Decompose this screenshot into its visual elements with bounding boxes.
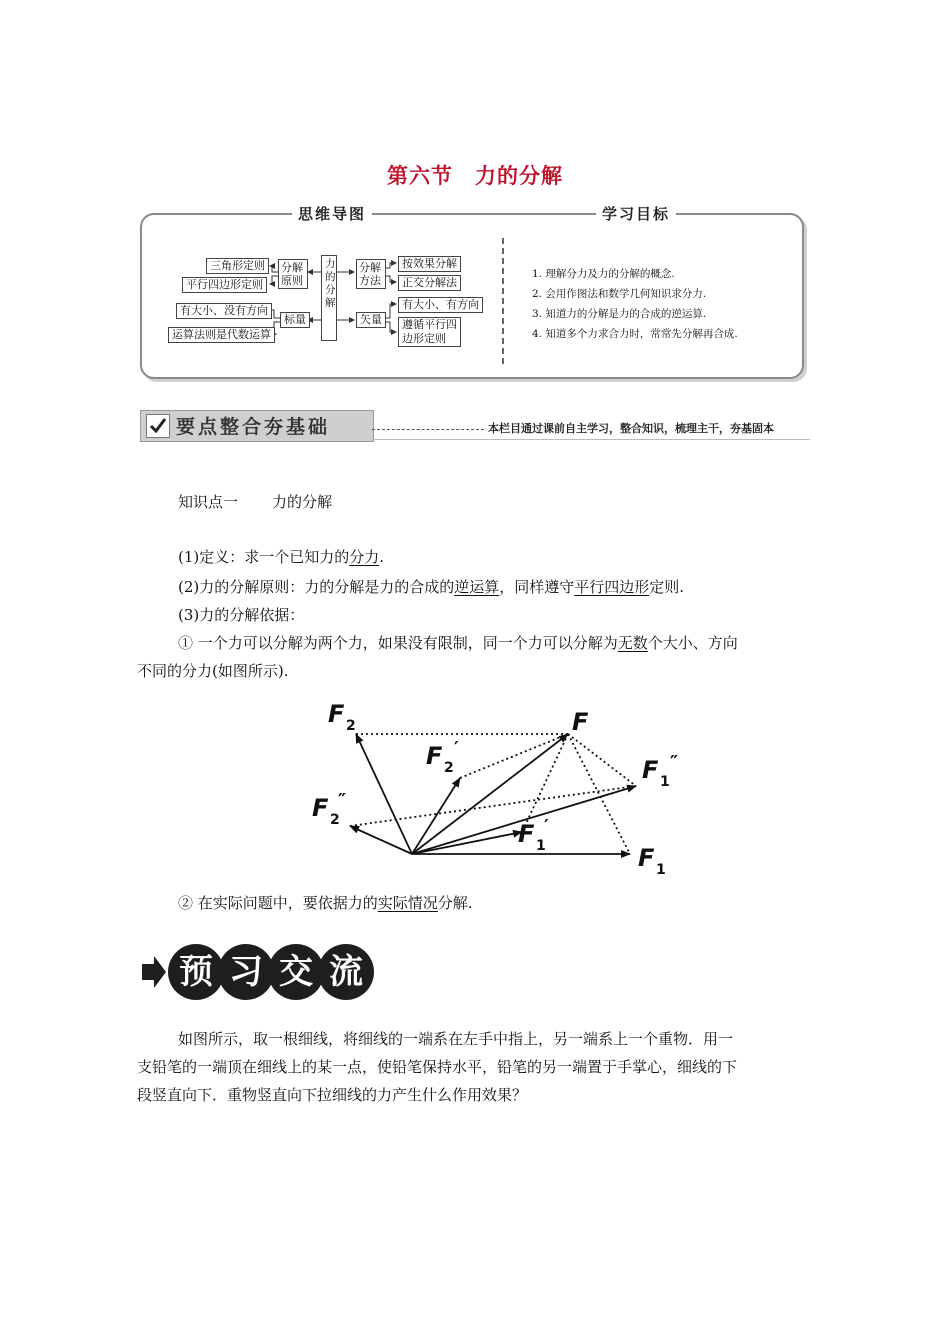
section-number: 第六节 — [387, 163, 453, 188]
blank-answer: 平行四边形 — [574, 578, 650, 596]
parallelogram-rule-node: 平行四边形定则 — [182, 277, 267, 293]
question-line-1: 如图所示，取一根细线，将细线的一端系在左手中指上，另一端系上一个重物．用一 — [178, 1030, 734, 1048]
center-node: 力的分解 — [321, 255, 337, 341]
f2-double-prime-vector — [350, 826, 412, 854]
goal-item: 2. 会用作图法和数学几何知识求分力. — [532, 288, 707, 300]
label-f1pp: F — [642, 756, 659, 784]
f1-prime-vector — [412, 832, 522, 854]
by-effect-node: 按效果分解 — [398, 256, 461, 272]
heading-char: 习 — [218, 944, 274, 1000]
label-f2-sub: 2 — [346, 718, 356, 734]
banner-title: 要点整合夯基础 — [176, 416, 331, 438]
label-f1p-sub: 1 — [536, 838, 546, 854]
f2-prime-vector — [412, 778, 460, 854]
double-prime-mark: ″ — [670, 752, 679, 773]
section-name: 力的分解 — [475, 163, 563, 188]
goal-item: 3. 知道力的分解是力的合成的逆运算. — [532, 308, 707, 320]
label-f2pp-sub: 2 — [330, 812, 340, 828]
vector-node: 矢量 — [356, 312, 386, 328]
mindmap-connectors — [0, 0, 950, 400]
scalar-node: 标量 — [280, 312, 310, 328]
banner-dashed-line — [372, 429, 484, 430]
basis-item-2: ② 在实际问题中，要依据力的实际情况分解. — [178, 894, 473, 912]
goal-item: 1. 理解分力及力的分解的概念. — [532, 268, 675, 280]
blank-answer: 分力 — [349, 548, 380, 566]
question-line-3: 段竖直向下．重物竖直向下拉细线的力产生什么作用效果？ — [137, 1086, 528, 1104]
heading-char: 交 — [268, 944, 324, 1000]
vector-property-node: 有大小、有方向 — [398, 297, 483, 313]
label-f1pp-sub: 1 — [660, 774, 670, 790]
blank-answer: 无数 — [617, 634, 648, 652]
basis-item-1: ① 一个力可以分解为两个力，如果没有限制，同一个力可以分解为无数个大小、方向 — [178, 634, 738, 652]
label-f1p: F — [518, 820, 535, 848]
heading-char: 预 — [168, 944, 224, 1000]
label-f1: F — [638, 844, 655, 872]
arrow-right-icon — [140, 944, 168, 1000]
label-f2: F — [328, 700, 345, 728]
banner-underline — [372, 439, 810, 440]
f2-vector — [356, 734, 412, 854]
label-f2p: F — [426, 742, 443, 770]
prime-mark: ′ — [454, 738, 459, 759]
kp-name: 力的分解 — [272, 493, 333, 511]
label-f2p-sub: 2 — [444, 760, 454, 776]
goal-item: 4. 知道多个力求合力时，常常先分解再合成. — [532, 328, 738, 340]
vector-rule-node — [398, 317, 461, 347]
label-f: F — [572, 708, 589, 736]
dotted-parallelogram-lines — [350, 734, 636, 854]
principle-node: 分解原则 — [278, 259, 308, 289]
panel-divider — [502, 238, 504, 364]
force-decomposition-diagram — [300, 690, 720, 890]
prime-mark: ′ — [544, 816, 549, 837]
label-f1-sub: 1 — [656, 862, 666, 878]
basis-item-1-cont: 不同的分力(如图所示). — [137, 662, 289, 680]
basis-line: (3)力的分解依据： — [178, 606, 305, 624]
blank-answer: 逆运算 — [454, 578, 500, 596]
blank-answer: 实际情况 — [377, 894, 438, 912]
question-line-2: 支铅笔的一端顶在细线上的某一点，使铅笔保持水平，铅笔的另一端置于手掌心，细线的下 — [137, 1058, 738, 1076]
check-icon — [146, 414, 170, 438]
scalar-property-node: 有大小、没有方向 — [176, 303, 272, 319]
vector-rule-line-1: 遵循平行四 — [402, 318, 457, 331]
heading-char: 流 — [318, 944, 374, 1000]
method-node: 分解方法 — [356, 259, 386, 289]
knowledge-point-heading — [178, 487, 332, 517]
mindmap-tab: 思维导图 — [292, 203, 372, 225]
triangle-rule-node: 三角形定则 — [206, 258, 269, 274]
goals-tab: 学习目标 — [596, 203, 676, 225]
preview-exchange-heading — [140, 944, 368, 1000]
double-prime-mark: ″ — [338, 790, 347, 811]
principle-line: (2)力的分解原则：力的分解是力的合成的逆运算，同样遵守平行四边形定则. — [178, 578, 685, 596]
label-f2pp: F — [312, 794, 329, 822]
kp-label: 知识点一 — [178, 493, 239, 511]
vector-rule-line-2: 边形定则 — [402, 332, 446, 345]
banner-note: 本栏目通过课前自主学习，整合知识，梳理主干，夯基固本 — [488, 422, 774, 435]
scalar-algebra-node: 运算法则是代数运算 — [168, 327, 275, 343]
orthogonal-node: 正交分解法 — [398, 275, 461, 291]
learning-goals — [532, 264, 738, 344]
definition-line: (1)定义：求一个已知力的分力. — [178, 548, 385, 566]
